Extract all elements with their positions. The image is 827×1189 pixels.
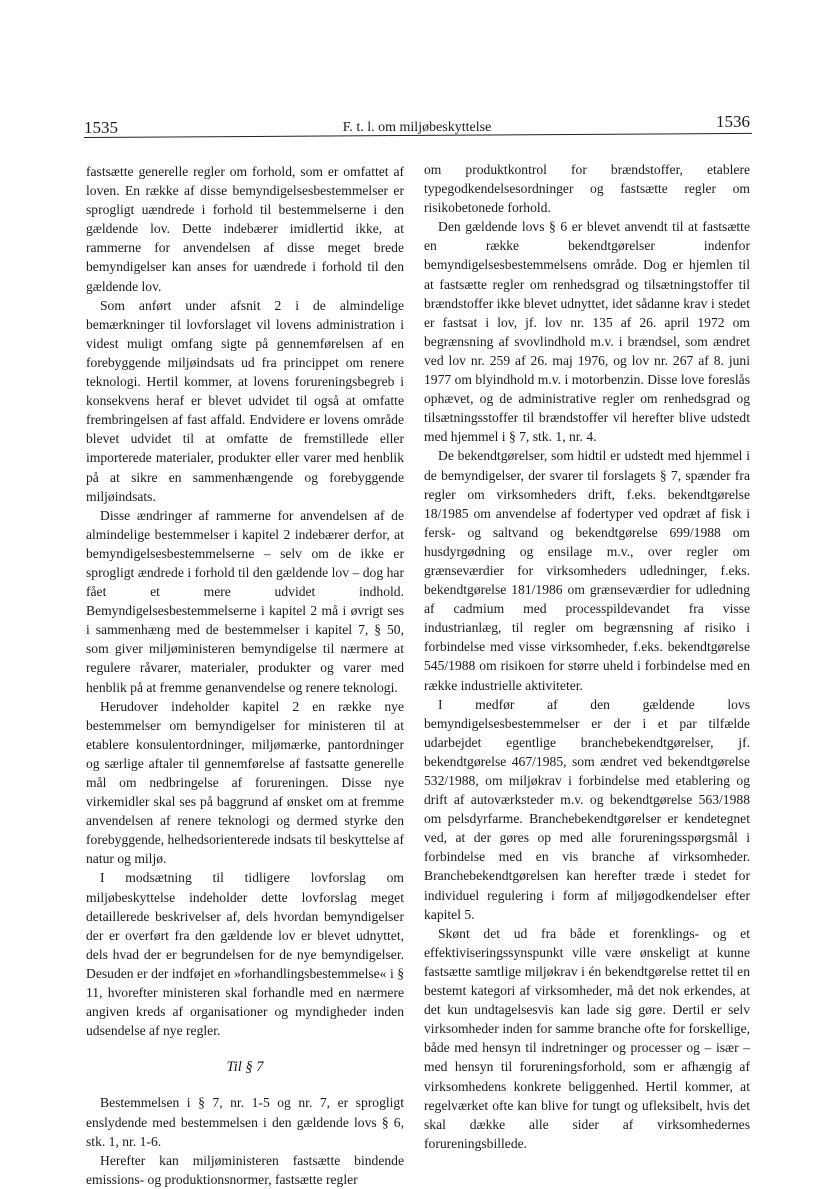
paragraph: Som anført under afsnit 2 i de almindelige bemærkninger til lovforslaget vil lovens administration i videst muligt omfang sigte på gennemførelsen af en forebyggende miljøindsats ud fra princippet om renere teknologi. Hertil kommer, at lovens forureningsbegreb i konsekvens heraf er blevet udvidet til også at omfatte frembringelsen af fast affald. Endvidere er lovens område blevet udvidet til at omfatte de fremstillede eller importerede materialer, produkter eller varer med henblik på at sikre en sammenhængende og forebyggende miljøindsats. bbox=[86, 297, 404, 504]
paragraph: Bestemmelsen i § 7, nr. 1-5 og nr. 7, er sprogligt enslydende med bestemmelsen i den gældende lovs § 6, stk. 1, nr. 1-6. bbox=[86, 1095, 404, 1149]
paragraph: Herefter kan miljøministeren fastsætte bindende emissions- og produktionsnormer, fastsætte regler bbox=[86, 1152, 404, 1187]
paragraph: I modsætning til tidligere lovforslag om miljøbeskyttelse indeholder dette lovforslag meget detaillerede beskrivelser af, dels hvordan bemyndigelser der er overført fra den gældende lov er blevet udnyttet, dels hvad der er begrundelsen for de nye bemyndigelser. Desuden er der indføjet en »forhandlingsbestemmelse« i § 11, hvorefter ministeren skal forhandle med en nærmere angiven kreds af organisationer og myndigheder inden udsendelse af nye regler. bbox=[86, 870, 404, 1039]
paragraph: Herudover indeholder kapitel 2 en række nye bestemmelser om bemyndigelser for ministeren til at etablere konsulentordninger, miljømærke, pantordninger og særlige aftaler til gennemførelse af fastsatte generelle mål om nedbringelse af forureningen. Disse nye virkemidler skal ses på baggrund af ønsket om at fremme anvendelsen af renere teknologi og dermed styrke den forebyggende, helhedsorienterede indsats til beskyttelse af natur og miljø. bbox=[86, 698, 404, 867]
paragraph: Den gældende lovs § 6 er blevet anvendt til at fastsætte en række bekendtgørelser indenfor bemyndigelsesbestemmelsens område. Dog er hjemlen til at fastsætte regler om renhedsgrad og tilsætningstoffer til brændstoffer ikke blevet udnyttet, idet sådanne krav i stedet er fastsat i lov, jf. lov nr. 135 af 26. april 1972 om begrænsning af svovlindhold m.v. i brændsel, som ændret ved lov nr. 259 af 26. maj 1976, og lov nr. 267 af 8. juni 1977 om blyindhold m.v. i motorbenzin. Disse love foreslås ophævet, og de administrative regler om renhedsgrad og tilsætningsstoffer til brændstoffer vil herefter blive udstedt med hjemmel i § 7, stk. 1, nr. 4. bbox=[424, 219, 750, 445]
paragraph: I medfør af den gældende lovs bemyndigelsesbestemmelser er der i et par tilfælde udarbejdet egentlige branchebekendtgørelser, jf. bekendtgørelse 467/1985, som ændret ved bekendtgørelse 532/1988, om miljøkrav i forbindelse med etablering og drift af autoværksteder m.v. og bekendtgørelse 563/1988 om pelsdyrfarme. Branchebekendtgørelser er kendetegnet ved, at der gøres op med alle forureningsspørgsmål i forbindelse med en vis branche af virksomheder. Branchebekendtgørelsen kan herefter træde i stedet for individuel regulering i form af miljøgodkendelser efter kapitel 5. bbox=[424, 696, 750, 922]
left-column bbox=[86, 162, 404, 1189]
section-heading: Til § 7 bbox=[226, 1059, 264, 1076]
paragraph: om produktkontrol for brændstoffer, etablere typegodkendelsesordninger og fastsætte regler om risikobetonede forhold. bbox=[424, 162, 750, 216]
paragraph: fastsætte generelle regler om forhold, som er omfattet af loven. En række af disse bemyndigelsesbestemmelser er sprogligt uændrede i forhold til bestemmelserne i den gældende lov. Dette indebærer imidlertid ikke, at rammerne for anvendelsen af disse meget brede bemyndigelser kan anses for uændrede i forhold til den gældende lov. bbox=[86, 164, 404, 294]
page-number-right: 1536 bbox=[716, 112, 750, 131]
page-number-left: 1535 bbox=[84, 118, 118, 137]
right-column bbox=[424, 160, 750, 1153]
paragraph: Disse ændringer af rammerne for anvendelsen af de almindelige bestemmelser i kapitel 2 indebærer derfor, at bemyndigelsesbestemmelserne – selv om de ikke er sprogligt ændrede i forhold til den gældende lov – dog har fået et mere udvidet indhold. Bemyndigelsesbestemmelserne i kapitel 2 må i øvrigt ses i sammenhæng med de bestemmelser i kapitel 7, § 50, som giver miljøministeren bemyndigelse til nærmere at regulere råvarer, materialer, produkter og varer med henblik på at fremme genanvendelse og renere teknologi. bbox=[86, 507, 404, 695]
paragraph: Skønt det ud fra både et forenklings- og et effektiviseringssynspunkt ville være ønskeligt at kunne fastsætte samtlige miljøkrav i én bekendtgørelse rettet til en bestemt kategori af virksomheder, må det nok erkendes, at det kun undtagelsesvis kan lade sig gøre. Dertil er selv virksomheder inden for samme branche ofte for forskellige, både med hensyn til indretninger og processer og – især – med hensyn til forureningsforhold, som er afhængig af virksomhedens konkrete beliggenhed. Hertil kommer, at regelværket ofte kan blive for tungt og ufleksibelt, hvis det skal dække alle sider af virksomhedernes forureningsbillede. bbox=[424, 925, 750, 1151]
paragraph: De bekendtgørelser, som hidtil er udstedt med hjemmel i de bemyndigelser, der svarer til forslagets § 7, spænder fra regler om virksomheders drift, f.eks. bekendtgørelse 18/1985 om anvendelse af fodertyper ved opdræt af fisk i fersk- og saltvand og bekendtgørelse 699/1988 om husdyrgødning og ensilage m.v., over regler om grænseværdier for virksomheders udledninger, f.eks. bekendtgørelse 181/1986 om grænseværdier for udledning af cadmium med processpildevandet fra visse industrianlæg, til regler om begrænsning af risiko i forbindelse med visse virksomheder, f.eks. bekendtgørelse 545/1988 om risikoen for større uheld i forbindelse med en række industrielle aktiviteter. bbox=[424, 448, 750, 693]
running-title: F. t. l. om miljøbeskyttelse bbox=[342, 120, 492, 135]
